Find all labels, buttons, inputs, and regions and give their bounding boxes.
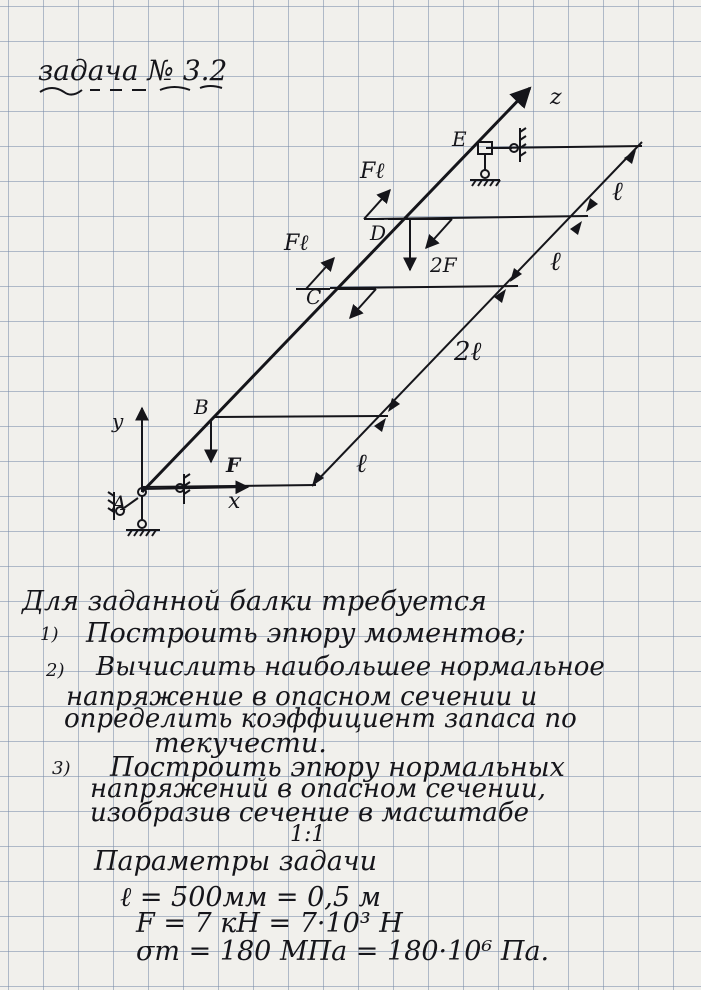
dim-ab-label: ℓ [356,449,367,479]
point-b-label: B [194,395,209,419]
z-axis-label: z [550,85,562,110]
force-2f-label: 2F [430,253,457,277]
item-line: напряжение в опасном сечении и [66,682,538,712]
task-title: задача № 3.2 [38,54,228,87]
item-line: изобразив сечение в масштабе [90,798,530,828]
moment-fl-d-label: Fℓ [360,159,385,184]
param-yield-stress: σт = 180 МПа = 180·10⁶ Па. [136,936,550,967]
item-number: 1) [40,624,59,645]
dim-de-label: ℓ [612,177,623,207]
param-length: ℓ = 500мм = 0,5 м [120,882,382,913]
item-number: 3) [52,758,71,779]
scale-label: 1:1 [290,822,326,847]
beam-axis [142,88,530,492]
dim-cd-label: ℓ [550,247,561,277]
params-heading: Параметры задачи [94,846,378,877]
item-line: Построить эпюру нормальных [110,752,565,783]
item-line: текучести. [154,728,327,759]
extension-lines [142,146,642,487]
y-axis-label: y [112,409,124,433]
title-underline [40,86,222,95]
point-a-label: A [112,491,127,515]
param-force: F = 7 кН = 7·10³ Н [136,908,403,939]
item-line: определить коэффициент запаса по [64,704,577,734]
item-number: 2) [46,660,65,681]
point-e-label: E [452,127,467,151]
dim-bc-label: 2ℓ [454,337,482,367]
item-line: Построить эпюру моментов; [86,618,526,649]
point-d-label: D [370,221,387,245]
point-c-label: C [306,285,322,309]
support-e-icon [470,128,526,186]
task-intro: Для заданной балки требуется [22,586,487,617]
item-line: напряжений в опасном сечении, [90,774,546,804]
item-line: Вычислить наибольшее нормальное [96,652,605,682]
moment-fl-c-label: Fℓ [284,231,309,256]
x-axis-label: x [228,489,241,514]
dimension-line [312,142,642,486]
force-f-label: F [226,453,241,477]
